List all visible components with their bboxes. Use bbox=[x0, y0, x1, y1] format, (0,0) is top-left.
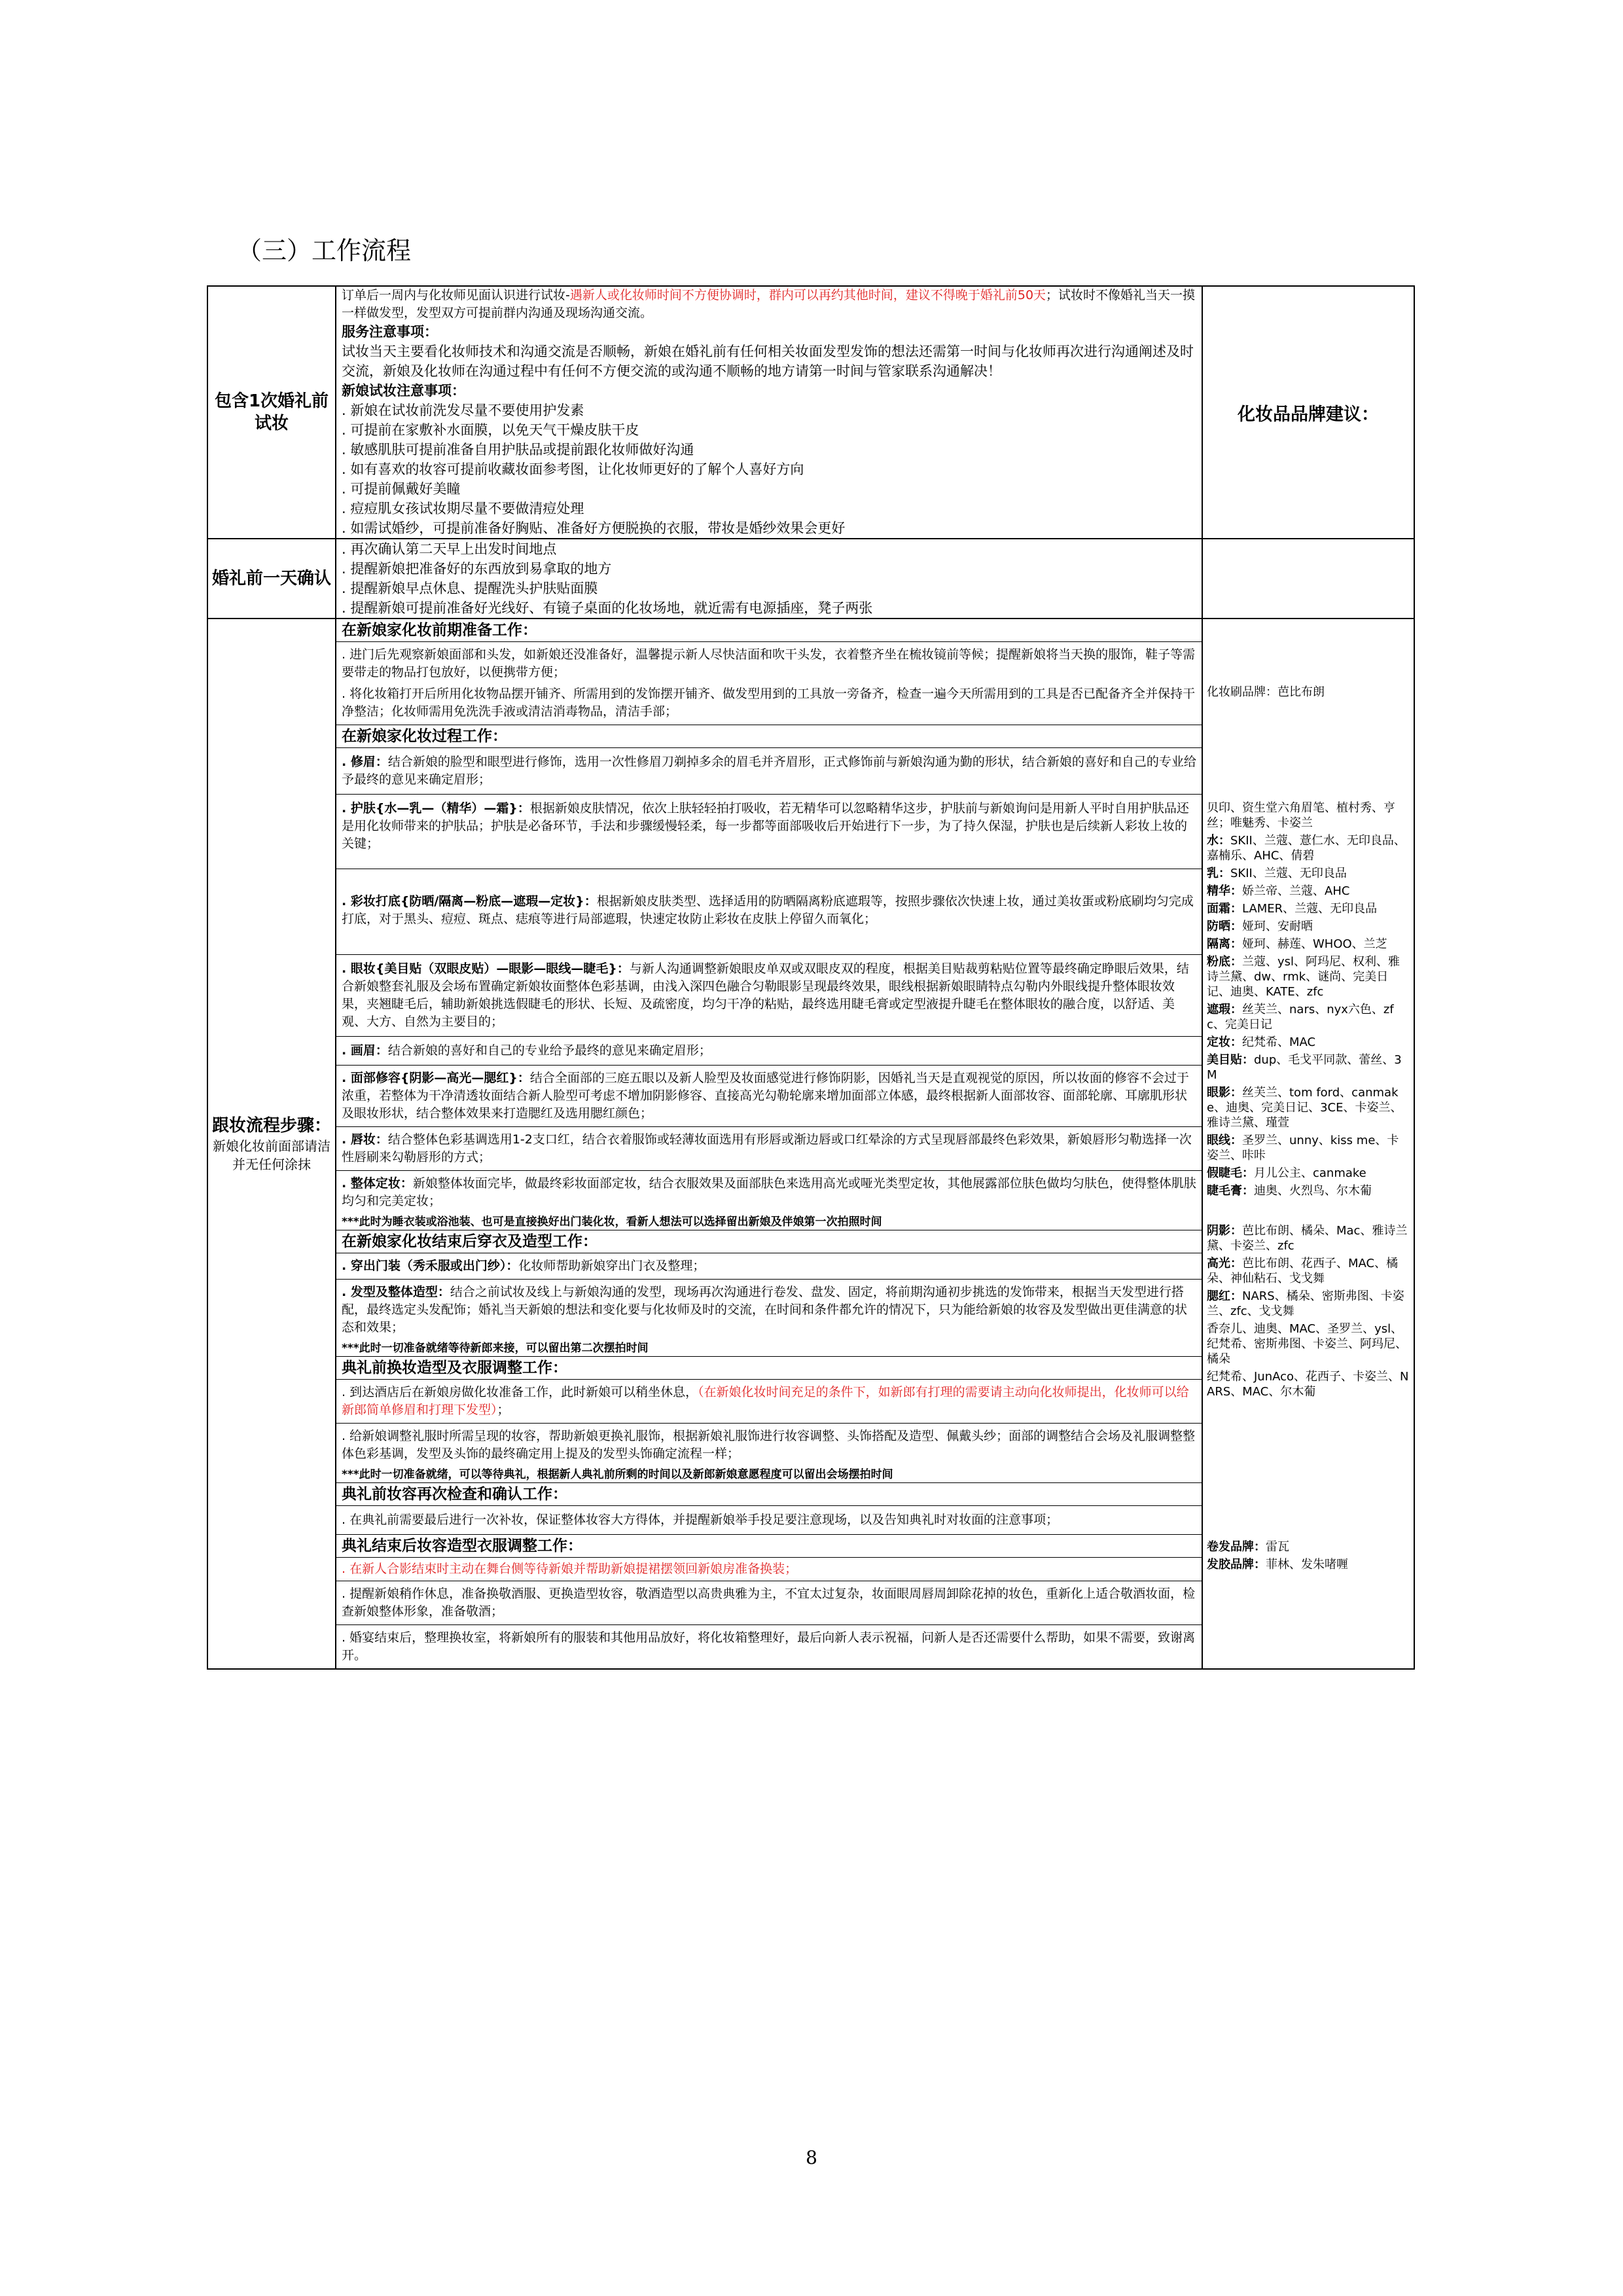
step-base: . 彩妆打底{防晒/隔离—粉底—遮瑕—定妆}：根据新娘皮肤类型、选择适用的防晒隔离粉底遮瑕等，按照步骤依次快速上妆，通过美妆蛋或粉底刷均匀完成打底，对于黑头、痘痘、斑点、痣痕等进行局部遮瑕，快速定妆防止彩妆在皮肤上停留久而氧化； bbox=[336, 869, 1202, 955]
list-item: . 再次确认第二天早上出发时间地点 bbox=[342, 541, 557, 557]
makeup-note: ***此时为睡衣装或浴池装、也可是直接换好出门装化妆，看新人想法可以选择留出新娘及伴娘第一次拍照时间 bbox=[342, 1215, 882, 1229]
list-item: . 敏感肌肤可提前准备自用护肤品或提前跟化妆师做好沟通 bbox=[342, 442, 694, 457]
makeup-title: 在新娘家化妆过程工作： bbox=[336, 725, 1202, 748]
recheck-section bbox=[336, 1483, 1202, 1535]
list-item: . 如需试婚纱，可提前准备好胸贴、准备好方便脱换的衣服，带妆是婚纱效果会更好 bbox=[342, 520, 846, 536]
row-label-trial: 包含1次婚礼前试妆 bbox=[207, 286, 336, 539]
section-heading: （三）工作流程 bbox=[237, 236, 412, 265]
dressing-section bbox=[336, 1230, 1202, 1357]
trial-cell bbox=[336, 286, 1202, 539]
step-outfit: . 穿出门装（秀禾服或出门纱）：化妆师帮助新娘穿出门衣及整理； bbox=[336, 1253, 1202, 1280]
brand-item: 精华：娇兰帝、兰蔻、AHC bbox=[1207, 884, 1350, 898]
dressing-note: ***此时一切准备就绪等待新郎来接，可以留出第二次摆拍时间 bbox=[342, 1342, 649, 1355]
trial-intro: 订单后一周内与化妆师见面认识进行试妆-遇新人或化妆师时间不方便协调时，群内可以再约其他时间，建议不得晚于婚礼前50天；试妆时不像婚礼当天一摸一样做发型，发型双方可提前群内沟通及现场沟通交流。 bbox=[342, 288, 1196, 320]
brand-item: 香奈儿、迪奥、MAC、圣罗兰、ysl、纪梵希、密斯弗图、卡姿兰、阿玛尼、橘朵 bbox=[1207, 1322, 1407, 1366]
post-section bbox=[336, 1535, 1202, 1668]
brand-item: 水：SKII、兰蔻、薏仁水、无印良品、嘉楠乐、AHC、倩碧 bbox=[1207, 834, 1406, 863]
list-item: . 将化妆箱打开后所用化妆物品摆开铺齐、所需用到的发饰摆开铺齐、做发型用到的工具放一旁备齐，检查一遍今天所需用到的工具是否已配备齐全并保持干净整洁；化妆师需用免洗洗手液或清洁消毒物品，清洁手部； bbox=[342, 687, 1196, 719]
recheck-text: . 在典礼前需要最后进行一次补妆，保证整体妆容大方得体，并提醒新娘举手投足要注意现场，以及告知典礼时对妆面的注意事项； bbox=[342, 1513, 1059, 1527]
step-lips: . 唇妆：结合整体色彩基调选用1-2支口红，结合衣着服饰或轻薄妆面选用有形唇或渐边唇或口红晕涂的方式呈现唇部最终色彩效果，新娘唇形匀勒选择一次性唇刷来勾勒唇形的方式； bbox=[336, 1127, 1202, 1171]
list-item: . 提醒新娘早点休息、提醒洗头护肤贴面膜 bbox=[342, 581, 598, 596]
brand-item: 防晒：娅珂、安耐晒 bbox=[1207, 920, 1313, 933]
brand-item: 纪梵希、JunAco、花西子、卡姿兰、NARS、MAC、尔木葡 bbox=[1207, 1370, 1409, 1399]
list-item: . 提醒新娘把准备好的东西放到易拿取的地方 bbox=[342, 561, 612, 577]
service-text: 试妆当天主要看化妆师技术和沟通交流是否顺畅，新娘在婚礼前有任何相关妆面发型发饰的想法还需第一时间与化妆师再次进行沟通阐述及时交流，新娘及化妆师在沟通过程中有任何不方便交流的或沟通不顺畅的地方请第一时间与管家联系沟通解决！ bbox=[342, 344, 1194, 379]
table-row bbox=[207, 286, 1414, 539]
brand-title: 化妆品品牌建议： bbox=[1238, 404, 1379, 425]
prep-section bbox=[336, 619, 1202, 725]
workflow-table bbox=[207, 285, 1415, 1670]
list-item: . 提醒新娘稍作休息，准备换敬酒服、更换造型妆容，敬酒造型以高贵典雅为主，不宜太过复杂，妆面眼周唇周卸除花掉的妆色，重新化上适合敬酒妆面，检查新娘整体形象，准备敬酒； bbox=[336, 1581, 1202, 1625]
brand-item: 乳：SKII、兰蔻、无印良品 bbox=[1207, 867, 1347, 880]
step-draw-brows: . 画眉：结合新娘的喜好和自己的专业给予最终的意见来确定眉形； bbox=[336, 1037, 1202, 1066]
step-hair: . 发型及整体造型：结合之前试妆及线上与新娘沟通的发型，现场再次沟通进行卷发、盘发、固定，将前期沟通初步挑选的发饰带来，根据当天发型进行搭配，最终选定头发配饰；婚礼当天新娘的想法和变化要与化妆师及时的交流，在时间和条件都允许的情况下，只为能给新娘的妆容及发型做出更佳满意的状态和效果； bbox=[342, 1285, 1188, 1335]
brand-item: 眼影：丝芙兰、tom ford、canmake、迪奥、完美日记、3CE、卡姿兰、雅诗兰黛、瑾萱 bbox=[1207, 1086, 1402, 1130]
brand-item: 美目贴：dup、毛戈平同款、蕾丝、3M bbox=[1207, 1053, 1402, 1082]
row-label-confirm: 婚礼前一天确认 bbox=[207, 539, 336, 619]
brand-item: 隔离：娅珂、赫莲、WHOO、兰芝 bbox=[1207, 937, 1387, 951]
brand-item: 定妆：纪梵希、MAC bbox=[1207, 1035, 1316, 1049]
brand-item: 粉底：兰蔻、ysl、阿玛尼、权利、雅诗兰黛、dw、rmk、谜尚、完美日记、迪奥、KATE、zfc bbox=[1207, 955, 1400, 999]
list-item: . 如有喜欢的妆容可提前收藏妆面参考图，让化妆师更好的了解个人喜好方向 bbox=[342, 461, 804, 477]
brand-hair-list bbox=[1203, 1538, 1414, 1573]
step-brows: . 修眉：结合新娘的脸型和眼型进行修饰，选用一次性修眉刀剃掉多余的眉毛并齐眉形，正式修饰前与新娘沟通为勤的形状，结合新娘的喜好和自己的专业给予最终的意见来确定眉形； bbox=[336, 748, 1202, 795]
brand-item: 阴影：芭比布朗、橘朵、Mac、雅诗兰黛、卡姿兰、zfc bbox=[1207, 1224, 1408, 1253]
brand-item: 发胶品牌：菲林、发朱啫喱 bbox=[1207, 1558, 1348, 1571]
empty-cell bbox=[1202, 539, 1414, 619]
list-item: . 新娘在试妆前洗发尽量不要使用护发素 bbox=[342, 403, 584, 418]
row-label-process bbox=[207, 619, 336, 1669]
adjust-line-2: . 给新娘调整礼服时所需呈现的妆容，帮助新娘更换礼服饰，根据新娘礼服饰进行妆容调整、头饰搭配及造型、佩戴头纱；面部的调整结合会场及礼服调整整体色彩基调，发型及头饰的最终确定用上提及的发型头饰确定流程一样； bbox=[342, 1429, 1196, 1461]
dressing-title: 在新娘家化妆结束后穿衣及造型工作： bbox=[336, 1230, 1202, 1253]
brand-title-cell bbox=[1202, 286, 1414, 539]
process-label: 跟妆流程步骤： bbox=[211, 1115, 331, 1136]
brand-makeup-list bbox=[1203, 799, 1414, 1200]
prep-title: 在新娘家化妆前期准备工作： bbox=[336, 619, 1202, 642]
brand-item: 面霜：LAMER、兰蔻、无印良品 bbox=[1207, 902, 1378, 916]
brand-item: 卷发品牌：雷瓦 bbox=[1207, 1540, 1289, 1554]
list-item: . 提醒新娘可提前准备好光线好、有镜子桌面的化妆场地，就近需有电源插座，凳子两张 bbox=[342, 600, 873, 616]
list-item: . 婚宴结束后，整理换妆室，将新娘所有的服装和其他用品放好，将化妆箱整理好，最后向新人表示祝福，问新人是否还需要什么帮助，如果不需要，致谢离开。 bbox=[342, 1630, 1196, 1662]
process-sublabel: 新娘化妆前面部请洁并无任何涂抹 bbox=[213, 1138, 330, 1172]
adjust-note: ***此时一切准备就绪，可以等待典礼，根据新人典礼前所剩的时间以及新郎新娘意愿程度可以留出会场摆拍时间 bbox=[342, 1468, 893, 1481]
adjust-line-1: . 到达酒店后在新娘房做化妆准备工作，此时新娘可以稍坐休息，（在新娘化妆时间充足的条件下，如新郎有打理的需要请主动向化妆师提出，化妆师可以给新郎简单修眉和打理下发型）； bbox=[336, 1380, 1202, 1424]
bride-title: 新娘试妆注意事项： bbox=[342, 383, 465, 399]
confirm-cell bbox=[336, 539, 1202, 619]
brand-item: 遮瑕：丝芙兰、nars、nyx六色、zfc、完美日记 bbox=[1207, 1003, 1394, 1031]
brand-face-list bbox=[1203, 1222, 1414, 1401]
step-setting: . 整体定妆：新娘整体妆面完毕，做最终彩妆面部定妆，结合衣服效果及面部肤色来选用高光或哑光类型定妆，其他展露部位肤色做均匀肤色，使得整体肌肤均匀和完美定妆； bbox=[342, 1176, 1196, 1208]
table-row bbox=[207, 539, 1414, 619]
adjust-section bbox=[336, 1357, 1202, 1483]
post-title: 典礼结束后妆容造型衣服调整工作： bbox=[336, 1535, 1202, 1558]
brand-brush: 化妆刷品牌：芭比布朗 bbox=[1207, 685, 1325, 699]
brand-item: 高光：芭比布朗、花西子、MAC、橘朵、神仙粘石、戈戈舞 bbox=[1207, 1257, 1399, 1285]
list-item: . 可提前在家敷补水面膜，以免天气干燥皮肤干皮 bbox=[342, 422, 639, 438]
brand-item: 腮红：NARS、橘朵、密斯弗图、卡姿兰、zfc、戈戈舞 bbox=[1207, 1289, 1404, 1318]
recheck-title: 典礼前妆容再次检查和确认工作： bbox=[336, 1483, 1202, 1506]
brands-cell bbox=[1202, 619, 1414, 1669]
post-red-line: . 在新人合影结束时主动在舞台侧等待新娘并帮助新娘提裙摆领回新娘房准备换装； bbox=[336, 1558, 1202, 1581]
step-skincare: . 护肤{水—乳—（精华）—霜}：根据新娘皮肤情况，依次上肤轻轻拍打吸收，若无精华可以忽略精华这步，护肤前与新娘询问是用新人平时自用护肤品还是用化妆师带来的护肤品；护肤是必备环节，手法和步骤缓慢轻柔，每一步都等面部吸收后开始进行下一步，为了持久保湿，护肤也是后续新人彩妆上妆的关键； bbox=[336, 795, 1202, 869]
table-row bbox=[207, 619, 1414, 1669]
list-item: . 痘痘肌女孩试妆期尽量不要做清痘处理 bbox=[342, 501, 584, 516]
process-cell bbox=[336, 619, 1202, 1669]
service-title: 服务注意事项： bbox=[342, 324, 438, 340]
list-item: . 进门后先观察新娘面部和头发，如新娘还没准备好，温馨提示新人尽快洁面和吹干头发，衣着整齐坐在梳妆镜前等候；提醒新娘将当天换的服饰，鞋子等需要带走的物品打包放好，以便携带方便； bbox=[342, 647, 1196, 679]
step-eyes: . 眼妆{美目贴（双眼皮贴）—眼影—眼线—睫毛}：与新人沟通调整新娘眼皮单双或双眼皮双的程度，根据美目贴裁剪粘贴位置等最终确定睁眼后效果，结合新娘整套礼服及会场布置确定新娘妆面整体色彩基调，由浅入深四色融合匀勒眼影呈现最终效果，眼线根据新娘眼睛特点勾勒内外眼线提升整体眼妆效果，夹翘睫毛后，辅助新娘挑选假睫毛的形状、长短、及疏密度，均匀干净的粘贴，最终选用睫毛膏或定型液提升睫毛在整体眼妆的融合度，以舒适、美观、大方、自然为主要目的； bbox=[336, 955, 1202, 1037]
page-number: 8 bbox=[806, 2147, 817, 2168]
brand-item: 睫毛膏：迪奥、火烈鸟、尔木葡 bbox=[1207, 1184, 1372, 1198]
list-item: . 可提前佩戴好美瞳 bbox=[342, 481, 461, 497]
brand-item: 眼线：圣罗兰、unny、kiss me、卡姿兰、咔咔 bbox=[1207, 1134, 1399, 1162]
makeup-section bbox=[336, 725, 1202, 1230]
brand-item: 贝印、资生堂六角眉笔、植村秀、亨丝；唯魅秀、卡姿兰 bbox=[1207, 801, 1395, 830]
brand-item: 假睫毛：月儿公主、canmake bbox=[1207, 1166, 1366, 1180]
step-contour: . 面部修容{阴影—高光—腮红}：结合全面部的三庭五眼以及新人脸型及妆面感觉进行修饰阴影，因婚礼当天是直观视觉的原因，所以妆面的修容不会过于浓重，若整体为干净清透妆面结合新人脸型可考虑不增加阴影修容、直接高光勾勒轮廓来增加面部立体感，最终根据新人面部妆容、面部轮廓、耳廓肌形状及眼妆形状，结合整体效果来打造腮红及选用腮红颜色； bbox=[336, 1066, 1202, 1127]
adjust-title: 典礼前换妆造型及衣服调整工作： bbox=[336, 1357, 1202, 1380]
